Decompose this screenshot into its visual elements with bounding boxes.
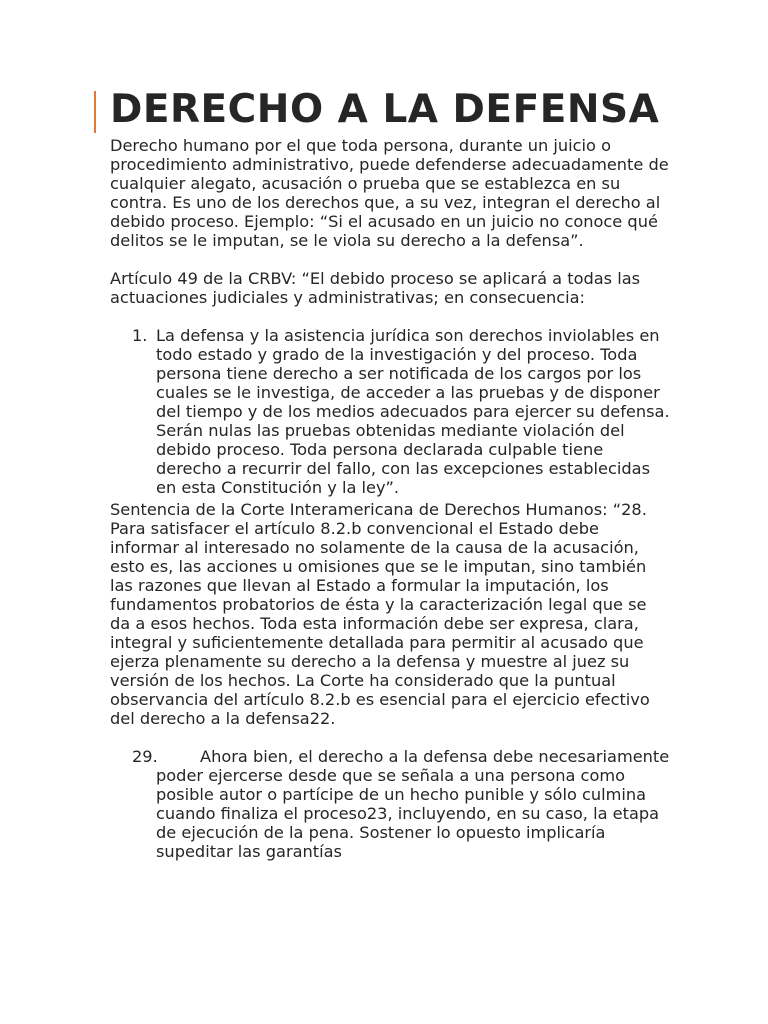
sentence-paragraph: Sentencia de la Corte Interamericana de Derechos Humanos: “28. Para satisfacer el artículo 8.2.b convencional el Estado debe informar al interesado no solamente de la causa de la acusación, esto es, las acciones u omisiones que se le imputan, sino también las razones que llevan al Estado a formular la imputación, los fundamentos probatorios de ésta y la caracterización legal que se da a esos hechos. Toda esta información debe ser expresa, clara, integral y suficientemente detallada para permitir al acusado que ejerza plenamente su derecho a la defensa y muestre al juez su versión de los hechos. La Corte ha considerado que la puntual observancia del artículo 8.2.b es esencial para el ejercicio efectivo del derecho a la defensa22.	[110, 500, 650, 728]
list-item-number: 1.	[132, 326, 148, 345]
article-paragraph: Artículo 49 de la CRBV: “El debido proceso se aplicará a todas las actuaciones judiciales y administrativas; en consecuencia:	[110, 269, 641, 307]
title-accent-bar	[94, 91, 96, 133]
list-item	[110, 747, 670, 861]
intro-paragraph: Derecho humano por el que toda persona, durante un juicio o procedimiento administrativo, puede defenderse adecuadamente de cualquier alegato, acusación o prueba que se establezca en su contra. Es uno de los derechos que, a su vez, integran el derecho al debido proceso. Ejemplo: “Si el acusado en un juicio no conoce qué delitos se le imputan, se le viola su derecho a la defensa”.	[110, 136, 669, 250]
list-item-text: Ahora bien, el derecho a la defensa debe necesariamente poder ejercerse desde que se señala a una persona como posible autor o partícipe de un hecho punible y sólo culmina cuando finaliza el proceso23, incluyendo, en su caso, la etapa de ejecución de la pena. Sostener lo opuesto implicaría supeditar las garantías	[156, 747, 670, 861]
list-item-number: 29.	[132, 747, 158, 766]
list-item-text: La defensa y la asistencia jurídica son derechos inviolables en todo estado y grado de la investigación y del proceso. Toda persona tiene derecho a ser notificada de los cargos por los cuales se le investiga, de acceder a las pruebas y de disponer del tiempo y de los medios adecuados para ejercer su defensa. Serán nulas las pruebas obtenidas mediante violación del debido proceso. Toda persona declarada culpable tiene derecho a recurrir del fallo, con las excepciones establecidas en esta Constitución y la ley”.	[156, 326, 670, 497]
list-item	[110, 326, 670, 497]
page-title: DERECHO A LA DEFENSA	[110, 87, 660, 132]
document-body	[110, 136, 670, 861]
